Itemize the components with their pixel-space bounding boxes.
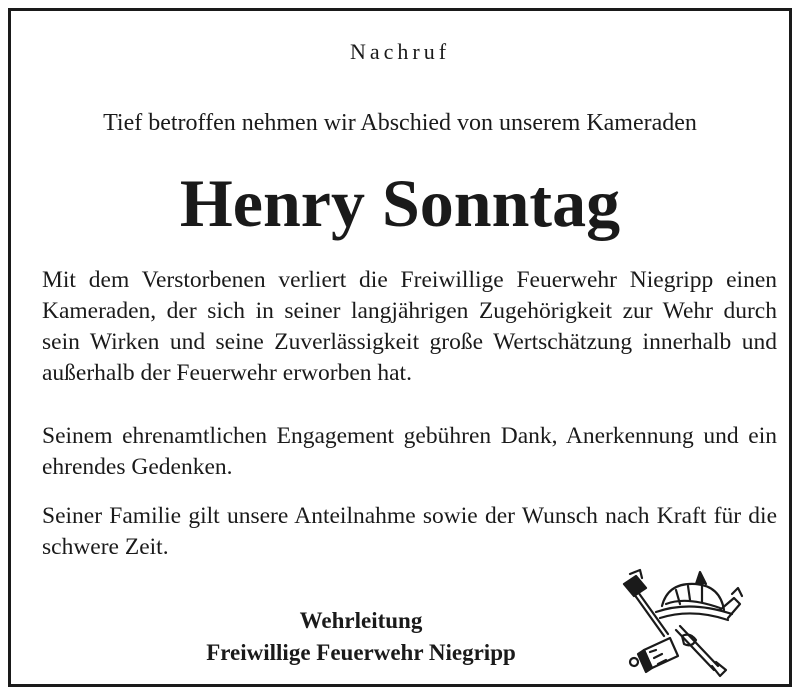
firefighter-helmet-axe-emblem-icon bbox=[616, 566, 746, 686]
obituary-notice bbox=[8, 8, 792, 687]
paragraph-tribute: Mit dem Verstorbenen verliert die Freiwillige Feuerwehr Niegripp einen Kameraden, der sich in seiner langjährigen Zugehörigkeit zur Wehr durch sein Wirken und seine Zuverlässigkeit große Wertschätzung innerhalb und außerhalb der Feuerwehr erworben hat. bbox=[42, 267, 777, 386]
signature-line-1: Wehrleitung bbox=[299, 608, 423, 633]
signature-line-2: Freiwillige Feuerwehr Niegripp bbox=[206, 640, 516, 665]
paragraph-gratitude: Seinem ehrenamtlichen Engagement gebühren Dank, Anerkennung und ein ehrendes Gedenken. bbox=[42, 423, 777, 480]
intro-line: Tief betroffen nehmen wir Abschied von unserem Kameraden bbox=[103, 110, 697, 136]
notice-heading: Nachruf bbox=[349, 39, 451, 64]
deceased-name: Henry Sonntag bbox=[179, 165, 621, 241]
paragraph-condolence: Seiner Familie gilt unsere Anteilnahme sowie der Wunsch nach Kraft für die schwere Zeit. bbox=[42, 503, 777, 560]
